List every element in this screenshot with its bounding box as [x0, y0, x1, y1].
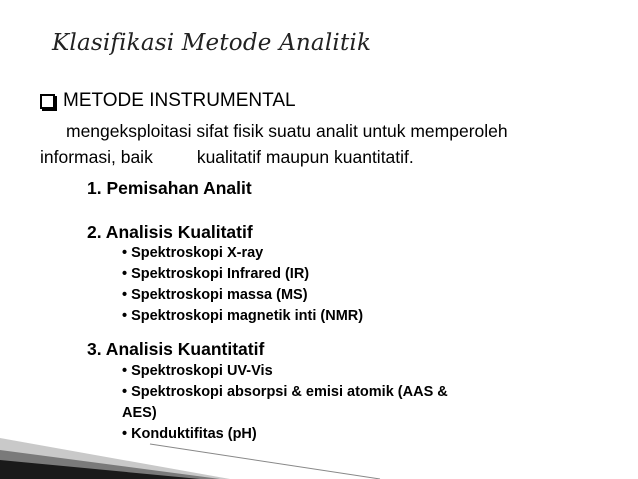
description-line-2b: kualitatif maupun kuantitatif.: [196, 147, 414, 167]
bullet-dot-icon: •: [122, 287, 128, 303]
list-item: • Spektroskopi massa (MS): [122, 287, 308, 303]
description: [40, 118, 630, 170]
list-item: • Spektroskopi magnetik inti (NMR): [122, 308, 364, 324]
list-item: • Spektroskopi absorpsi & emisi atomik (AAS &: [122, 384, 448, 400]
bullet-dot-icon: •: [122, 426, 128, 442]
bullet-dot-icon: •: [122, 266, 128, 282]
bullet-dot-icon: •: [122, 308, 128, 324]
list-item: • Spektroskopi Infrared (IR): [122, 266, 310, 282]
list-item: AES): [122, 405, 157, 421]
list-item: • Spektroskopi X-ray: [122, 245, 264, 261]
item-analisis-kualitatif: 2. Analisis Kualitatif: [87, 222, 253, 242]
item-analisis-kuantitatif: 3. Analisis Kuantitatif: [87, 339, 265, 359]
slide-title: Klasifikasi Metode Analitik: [52, 30, 372, 56]
item-pemisahan-analit: 1. Pemisahan Analit: [87, 178, 252, 198]
section-heading-text: METODE INSTRUMENTAL: [63, 90, 296, 111]
section-heading: [40, 90, 296, 112]
bullet-dot-icon: •: [122, 245, 128, 261]
list-item: • Konduktifitas (pH): [122, 426, 257, 442]
bullet-dot-icon: •: [122, 384, 128, 400]
kualitatif-list: [122, 243, 363, 327]
list-item: • Spektroskopi UV-Vis: [122, 363, 273, 379]
checkbox-bullet-icon: [40, 94, 55, 109]
description-line-1: mengeksploitasi sifat fisik suatu analit untuk memperoleh: [66, 121, 508, 141]
decorative-wedge: [0, 424, 638, 479]
bullet-dot-icon: •: [122, 363, 128, 379]
description-line-2a: informasi, baik: [40, 147, 153, 167]
